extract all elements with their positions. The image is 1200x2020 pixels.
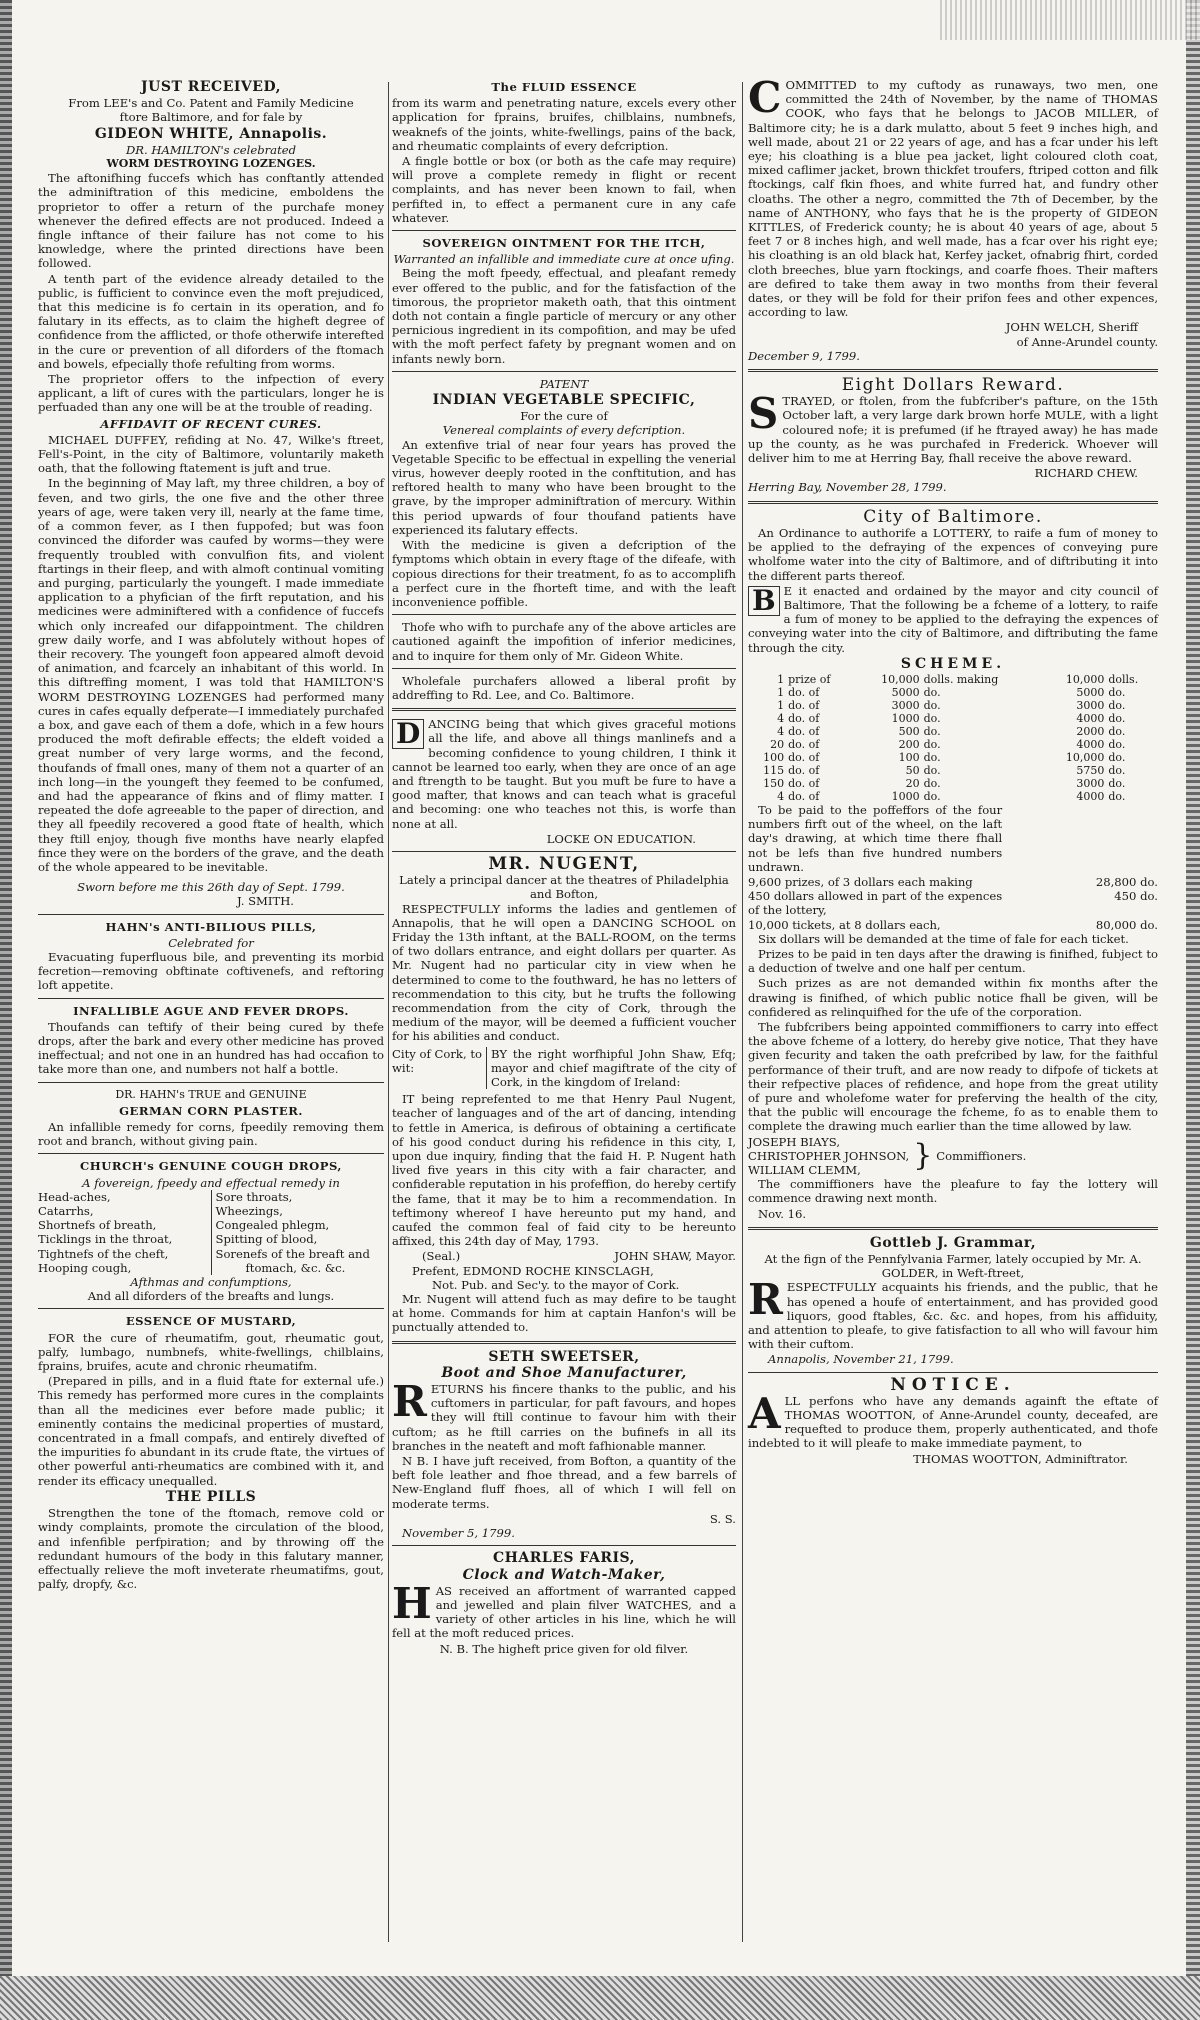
scheme-cell-u: do. [923,750,941,764]
divider [392,851,736,852]
paragraph: Mr. Nugent will attend fuch as may defire to be taught at home. Commands for him at captain Hanfon's will be punctually attended to. [392,1292,736,1335]
scheme-cell-tot: 4000 [1076,711,1105,725]
signature: of Anne-Arundel county. [1016,334,1158,349]
commissioner-name: JOSEPH BIAYS, [748,1134,841,1149]
scheme-cell-v: 5000 [891,685,920,699]
scheme-cell-v: 100 [898,750,920,764]
scheme-cell-tot: 2000 [1076,724,1105,738]
text-line: Venereal complaints of every defcription. [442,423,686,438]
scheme-cell-u: do. [923,711,941,725]
scheme-cell-tot: 3000 [1076,776,1105,790]
scheme-cell-v: 10,000 [881,672,920,686]
divider [392,1545,736,1546]
subheading-seth: Boot and Shoe Manufacturer, [441,1364,687,1381]
text-line: For the cure of [520,409,608,424]
paragraph: Prizes to be paid in ten days after the drawing is finifhed, fubject to a deduction of twelve and one half per centum. [748,946,1158,976]
heading-reward: Eight Dollars Reward. [841,375,1065,396]
paragraph: E it enacted and ordained by the mayor and city council of Baltimore, That the following be a fcheme of a lottery, to raife a fum of money to be applied to the defraying the expences of conveying water into the city of Baltimore, and diftributing the fame through the city. [748,583,1158,655]
commissioners-label: Commiffioners. [936,1148,1027,1163]
scheme-cell-t: do. of [788,763,820,777]
scheme-cell-u: do. [923,789,941,803]
scheme-cell-q: 100 [763,750,785,764]
heading-city: City of Baltimore. [863,506,1043,527]
summary-label: 450 dollars allowed in part of the expences of the lottery, [748,889,1003,918]
text-line: DR. HAHN's TRUE and GENUINE [115,1087,307,1101]
scheme-cell-q: 20 [770,737,785,751]
scheme-cell-t: do. of [788,737,820,751]
brace-glyph: } [913,1137,933,1173]
scan-edge-right [1186,0,1200,2020]
divider [392,614,736,615]
scheme-cell-u: do. [923,737,941,751]
commissioner-name: CHRISTOPHER JOHNSON, [748,1148,910,1163]
paragraph: ETURNS his fincere thanks to the public, and his cuftomers in particular, for paft favours, and hopes they will ftill continue to favour him with their cuftom; as he ftill carries on the bufinefs in all its branches in the neateft and moft fafhionable manner. [392,1382,736,1453]
scheme-cell-v: 1000 [891,789,920,803]
date-line: Herring Bay, November 28, 1799. [748,480,947,495]
divider [748,1227,1158,1230]
scheme-cell-tu: do. [1108,711,1126,725]
date-line: Nov. 16. [758,1206,807,1221]
divider [748,501,1158,504]
scheme-cell-t: prize of [788,672,831,686]
text-line: Lately a principal dancer at the theatres of Philadelphia and Bofton, [399,873,729,902]
scheme-cell-v: 1000 [891,711,920,725]
scheme-row [748,751,1158,764]
heading-grammar: Gottleb J. Grammar, [869,1234,1037,1251]
heading-nugent: MR. NUGENT, [488,853,640,874]
scheme-cell-tu: do. [1108,776,1126,790]
scheme-cell-tu: do. [1108,789,1126,803]
column-rule [388,82,389,1942]
list-item: Spitting of blood, [215,1232,318,1247]
scheme-cell-v: 200 [898,737,920,751]
text-line: Not. Pub. and Sec'y. to the mayor of Cork. [432,1277,680,1292]
paragraph: LL perfons who have any demands againft the eftate of THOMAS WOOTTON, of Anne-Arundel county, deceafed, are requefted to produce them, properly authenticated, and thofe indebted to it will pleafe to make immediate payment, to [748,1393,1158,1451]
paragraph: An extenfive trial of near four years has proved the Vegetable Specific to be effectual in expelling the venerial virus, however deeply rooted in the conftitution, and has reftored health to many who have been brought to the grave, by the improper adminiftration of mercury. Within this period upwards of four thoufand patients have experienced its falutary effects. [392,437,736,537]
attribution: LOCKE ON EDUCATION. [546,831,696,846]
scheme-cell-u: do. [923,685,941,699]
text-line: PATENT [539,376,589,391]
scheme-cell-t: do. of [788,711,820,725]
heading-affidavit: AFFIDAVIT OF RECENT CURES. [100,416,322,431]
drop-initial: S [748,389,779,439]
seal: (Seal.) [422,1249,461,1264]
cork-header [392,1047,736,1090]
text-line: At the fign of the Pennfylvania Farmer, lately occupied by Mr. A. GOLDER, in Weft-ftreet, [764,1252,1142,1281]
paragraph: Thofe who wifh to purchafe any of the above articles are cautioned againft the impofition of inferior medicines, and to inquire for them only of Mr. Gideon White. [392,620,736,663]
heading-indian: INDIAN VEGETABLE SPECIFIC, [432,392,696,409]
scheme-cell-tot: 5750 [1076,763,1105,777]
paragraph: TRAYED, or ftolen, from the fubfcriber's pafture, on the 15th October laft, a very large dark brown horfe MULE, with a light coloured nofe; it is prefumed (if he ftrayed away) he has made up the county, as he was purchafed in Frederick. Whoever will deliver him to me at Herring Bay, fhall receive the above reward. [748,394,1158,466]
paragraph: Strengthen the tone of the ftomach, remove cold or windy complaints, promote the circulation of the blood, and infenfible perfpiration; and by throwing off the redundant humours of the body in this falutary manner, effectually relieve the moft inveterate rheumatifms, gout, palfy, dropfy, &c. [38,1506,384,1592]
paragraph: A fingle bottle or box (or both as the cafe may require) will prove a complete remedy in flight or recent complaints, and has never been known to fail, when perfifted in, to effect a permanent cure in any cafe whatever. [392,154,736,225]
drop-initial: R [392,1377,427,1427]
paragraph: Thoufands can teftify of their being cured by thefe drops, after the bark and every other medicine has proved ineffectual; and not one in an hundred has had occafion to take more than one, and numbers not half a bottle. [38,1019,384,1077]
heading-fluid: The FLUID ESSENCE [491,80,637,94]
paragraph: The fubfcribers being appointed commiffioners to carry into effect the above fcheme of a lottery, do hereby give notice, That they have given fecurity and taken the oath prefcribed by law, for the faithful performance of their truft, and are now ready to difpofe of tickets at their refpective places of refidence, and hope from the great utility of pure and wholefome water for preferving the health of the city, that the public will encourage the fcheme, fo as to enable them to complete the drawing much earlier than the time allowed by law. [748,1019,1158,1134]
signature: JOHN SHAW, Mayor. [614,1249,736,1264]
scheme-row [748,764,1158,777]
paragraph: Such prizes as are not demanded within fix months after the drawing is finifhed, of which public notice fhall be given, will be confidered as relinquifhed for the ufe of the corporation. [748,976,1158,1019]
scheme-row [748,790,1158,803]
divider [392,1341,736,1344]
sworn-line: Sworn before me this 26th day of Sept. 1799. [77,880,345,895]
heading-mustard: ESSENCE OF MUSTARD, [125,1314,297,1329]
list-item: ftomach, &c. &c. [245,1260,346,1275]
divider [38,1308,384,1309]
scheme-cell-v: 500 [898,724,920,738]
text-line: Warranted an infallible and immediate cure at once ufing. [393,252,735,267]
drop-initial: H [392,1578,432,1628]
scheme-cell-t: do. of [788,750,820,764]
scheme-cell-q: 115 [763,763,785,777]
signature: JOHN WELCH, Sheriff [1005,320,1138,335]
scheme-row [748,699,1158,712]
scheme-cell-t: do. of [788,789,820,803]
divider [38,914,384,915]
subheading-faris: Clock and Watch-Maker, [462,1566,666,1583]
heading-faris: CHARLES FARIS, [492,1550,636,1567]
heading-ague: INFALLIBLE AGUE AND FEVER DROPS. [73,1003,349,1018]
divider [38,1153,384,1154]
scheme-cell-tu: do. [1108,724,1126,738]
paragraph: IT being reprefented to me that Henry Paul Nugent, teacher of languages and of the art of dancing, intending to fettle in America, is defirous of obtaining a certificate of his good conduct during his refidence in this city, I, upon due inquiry, finding that the faid H. P. Nugent hath lived five years in this city with a fair character, and confiderable reputation in his profeffion, do hereby certify the fame, that it may be to him a recommendation. In teftimony whereof I have hereunto put my hand, and caufed the common feal of faid city to be hereunto affixed, this 24th day of May, 1793. [392,1092,736,1249]
scheme-summary-row [748,889,1158,917]
heading-cough: CHURCH's GENUINE COUGH DROPS, [80,1159,342,1174]
scheme-cell-tu: do. [1108,737,1126,751]
paragraph: ESPECTFULLY acquaints his friends, and the public, that he has opened a houfe of entertainment, and has provided good liquors, good ftables, &c. &c. and hopes, from his affiduity, and attention to pleafe, to give fatisfaction to all who will favour him with their cuftom. [748,1280,1158,1352]
heading-corn: GERMAN CORN PLASTER. [119,1103,303,1118]
scheme-cell-q: 4 [777,711,785,725]
paragraph: With the medicine is given a defcription of the fymptoms which obtain in every ftage of the difeafe, with copious directions for their treatment, fo as to accomplifh a perfect cure in the fhorteft time, and with the leaft inconvenience poffible. [392,538,736,609]
scheme-row [748,725,1158,738]
date-line: November 5, 1799. [402,1526,515,1541]
scan-edge-bottom [0,1976,1200,2020]
list-item: Congealed phlegm, [215,1218,330,1233]
paragraph: To be paid to the poffeffors of the four numbers firft out of the wheel, on the laft day's drawing, at which time there fhall not be lefs than five hundred numbers undrawn. [748,802,1003,874]
scan-edge-top [940,0,1200,40]
scheme-cell-u: do. [923,776,941,790]
scheme-cell-q: 1 [777,672,785,686]
text-line: N. B. The higheft price given for old filver. [439,1641,689,1656]
paragraph: An Ordinance to authorife a LOTTERY, to raife a fum of money to be applied to the defraying of the expences of conveying pure wholfome water into the city of Baltimore, and of diftributing it into the different parts thereof. [748,525,1158,583]
scheme-cell-q: 150 [763,776,785,790]
paragraph: A tenth part of the evidence already detailed to the public, is fufficient to convince even the moft prejudiced, that this medicine is fo certain in its operation, and fo falutary in its effects, as to claim the higheft degree of confidence from the afflicted, or thofe otherwife interefted in the cure or prevention of all diforders of the ftomach and bowels, efpecially thofe refulting from worms. [38,271,384,371]
drop-initial: A [748,1388,781,1438]
text-line: From LEE's and Co. Patent and Family Medicine [68,96,354,111]
signature: RICHARD CHEW. [1034,466,1138,481]
scheme-cell-u: do. [923,724,941,738]
paragraph: An infallible remedy for corns, fpeedily removing them root and branch, without giving pain. [38,1120,384,1149]
summary-value: 80,000 do. [1095,917,1158,932]
summary-label: 9,600 prizes, of 3 dollars each making [748,874,973,889]
signature: THOMAS WOOTTON, Adminiftrator. [913,1451,1128,1466]
drop-initial: D [392,719,424,749]
text-line: DR. HAMILTON's celebrated [125,142,297,157]
drop-initial: R [748,1275,783,1325]
column-rule [742,82,743,1942]
scheme-row [748,712,1158,725]
paragraph: RESPECTFULLY informs the ladies and gentlemen of Annapolis, that he will open a DANCING SCHOOL on Friday the 13th inftant, at the BALL-ROOM, on the terms of two dollars entrance, and eight dollars per quarter. As Mr. Nugent had no particular city in view when he determined to come to the fouthward, he has no letters of recommendation to this city, but he trufts the following recommendation from the city of Cork, through the medium of the mayor, will be deemed a fufficient voucher for his abilities and conduct. [392,901,736,1044]
column-1 [38,78,384,1592]
scheme-row [748,777,1158,790]
date-line: December 9, 1799. [748,348,860,363]
column-3 [748,73,1158,1466]
heading-sovereign: SOVEREIGN OINTMENT FOR THE ITCH, [422,236,706,251]
date-line: Annapolis, November 21, 1799. [768,1352,954,1367]
heading-just-received: JUST RECEIVED, [141,79,281,95]
heading-notice: NOTICE. [890,1374,1016,1395]
heading-pills: THE PILLS [165,1488,257,1505]
paragraph: Wholefale purchafers allowed a liberal profit by addreffing to Rd. Lee, and Co. Baltimore. [392,673,736,702]
seal-line [392,1249,736,1263]
text-line: Prefent, EDMOND ROCHE KINSCLAGH, [412,1263,654,1278]
scheme-cell-v: 20 [905,776,920,790]
cork-right: BY the right worfhipful John Shaw, Efq; mayor and chief magiftrate of the city of Cork, in the kingdom of Ireland: [491,1046,736,1089]
divider [38,998,384,999]
paragraph: ANCING being that which gives graceful motions all the life, and above all things manlinefs and a becoming confidence to young children, I think it cannot be learned too early, when they are once of an age and ftrength to be taught. But you muft be fure to have a good mafter, that knows and can teach what is graceful and becoming: one who teaches not this, is worfe than none at all. [392,717,736,831]
summary-label: 10,000 tickets, at 8 dollars each, [748,917,941,932]
scheme-row [748,738,1158,751]
scheme-cell-q: 1 [777,685,785,699]
text-line: A fovereign, fpeedy and effectual remedy in [82,1175,340,1190]
scheme-cell-u: do. [923,763,941,777]
text-line: Afthmas and confumptions, [130,1275,292,1290]
scheme-cell-u: dolls. making [923,672,999,686]
scheme-cell-tu: do. [1108,685,1126,699]
paragraph: The commiffioners have the pleafure to fay the lottery will commence drawing next month. [748,1177,1158,1206]
heading-scheme: SCHEME. [900,655,1006,672]
drop-initial: B [748,586,780,616]
commissioner-name: WILLIAM CLEMM, [748,1163,861,1177]
paragraph: The proprietor offers to the infpection of every applicant, a lift of cures with the particulars, longer he is perfuaded than any one will be at the trouble of reading. [38,372,384,415]
list-item: Sore throats, [215,1189,293,1204]
scheme-row [748,686,1158,699]
scheme-cell-t: do. of [788,724,820,738]
scheme-cell-tu: do. [1108,763,1126,777]
scheme-cell-tot: 10,000 [1065,672,1105,686]
scheme-cell-t: do. of [788,685,820,699]
list-item: Ticklings in the throat, [38,1232,173,1247]
paragraph: (Prepared in pills, and in a fluid ftate for external ufe.) This remedy has performed more cures in the complaints than all the medicines ever before made public; it eminently contains the medicinal properties of mustard, concentrated in a fmall compafs, and entirely divefted of the impurities fo abundant in its crude ftate, the virtues of other powerful anti-rheumatics are combined with it, and render its efficacy unequalled. [38,1374,384,1488]
paragraph: Six dollars will be demanded at the time of fale for each ticket. [758,931,1129,946]
scheme-cell-v: 3000 [891,698,920,712]
scheme-summary-row [748,918,1158,932]
paragraph: MICHAEL DUFFEY, refiding at No. 47, Wilke's ftreet, Fell's-Point, in the city of Baltimore, voluntarily maketh oath, that the following ftatement is juft and true. [38,432,384,476]
list-item: Wheezings, [215,1204,283,1219]
divider [748,1372,1158,1373]
divider [392,230,736,231]
list-item: Sorenefs of the breaft and [215,1246,370,1261]
paragraph: OMMITTED to my cuftody as runaways, two men, one committed the 24th of November, by the name of THOMAS COOK, who fays that he belongs to JACOB MILLER, of Baltimore city; he is a dark mulatto, about 5 feet 9 inches high, and well made, about 21 or 22 years of age, and has a fcar under his left eye; his cloathing is a blue pea jacket, light coloured cloth coat, mixed caflimer jacket, brown thickfet troufers, ftriped cotton and filk ftockings, calf fkin fhoes, and white furred hat, and fundry other cloaths. The other a negro, committed the 7th of December, by the name of ANTHONY, who fays that he is the property of GIDEON KITTLES, of Frederick county; he is about 40 years of age, about 5 feet 7 or 8 inches high, and well made, has a fcar over his right eye; his cloathing is an old black hat, Kerfey jacket, ofnabrig fhirt, corded cloth breeches, blue yarn ftockings, and coarfe fhoes. Their mafters are defired to take them away in two months from their feveral dates, or they will be fold for their prifon fees and other expences, according to law. [748,78,1158,320]
paragraph: N B. I have juft received, from Bofton, a quantity of the beft fole leather and fhoe thread, and a few barrels of New-England fluff fhoes, all of which I will fell on moderate terms. [392,1454,736,1511]
divider [392,708,736,711]
divider [748,369,1158,372]
scheme-table [748,673,1158,803]
scheme-cell-tu: dolls. [1108,672,1139,686]
list-item: Head-aches, [38,1189,111,1204]
paragraph: Evacuating fuperfluous bile, and preventing its morbid fecretion—removing obftinate coftivenefs, and reftoring loft appetite. [38,949,384,993]
scheme-cell-tot: 10,000 [1065,750,1105,764]
scheme-cell-tot: 4000 [1076,789,1105,803]
list-item: Hooping cough, [38,1260,132,1275]
summary-value: 450 do. [1114,889,1158,904]
divider [38,1082,384,1083]
scheme-cell-t: do. of [788,698,820,712]
scheme-row [748,673,1158,686]
cough-list [38,1190,384,1275]
scheme-cell-tot: 3000 [1076,698,1105,712]
scheme-cell-tot: 5000 [1076,685,1105,699]
heading-hahn: HAHN's ANTI-BILIOUS PILLS, [105,919,317,934]
list-item: Tightnefs of the cheft, [38,1246,169,1261]
scheme-cell-tu: do. [1108,698,1126,712]
scheme-cell-q: 4 [777,724,785,738]
list-item: Catarrhs, [38,1204,94,1219]
paragraph: The aftonifhing fuccefs which has conftantly attended the adminiftration of this medicine, emboldens the proprietor to offer a return of the purchafe money whenever the defired effects are not produced. Indeed a fingle inftance of their failure has not come to his knowledge, where the printed directions have been followed. [38,171,384,271]
summary-value: 28,800 do. [1095,874,1158,889]
drop-initial: C [748,73,782,122]
text-line: ftore Baltimore, and for fale by [119,110,303,125]
scan-edge-left [0,0,12,2020]
paragraph: Being the moft fpeedy, effectual, and pleafant remedy ever offered to the public, and for the fatisfaction of the timorous, the proprietor maketh oath, that this ointment doth not contain a fingle particle of mercury or any other pernicious ingredient in its compofition, and may be ufed with the moft perfect fafety by pregnant women and on infants newly born. [392,266,736,366]
scheme-cell-u: do. [923,698,941,712]
text-line: Celebrated for [168,935,254,950]
scheme-cell-v: 50 [905,763,920,777]
text-line: And all diforders of the breafts and lungs. [87,1289,335,1304]
text-line: WORM DESTROYING LOZENGES. [106,157,316,171]
heading-gideon: GIDEON WHITE, Annapolis. [94,125,328,142]
column-2 [392,78,736,1656]
scheme-cell-t: do. of [788,776,820,790]
divider [392,668,736,669]
scheme-summary-row [748,875,1158,889]
paragraph: In the beginning of May laft, my three children, a boy of feven, and two girls, the one five and the other three years of age, were taken very ill, nearly at the fame time, of a common fever, as I then fuppofed; but was foon convinced the diforder was caufed by worms—they were frequently troubled with convulfion fits, and violent ftartings in their fleep, and with almoft continual vomiting and purging, particularly the youngeft. I made immediate application to a phyfician of the firft reputation, and his medicines were adminiftered with a confidence of fuccefs which only increafed our difappointment. The children grew daily worfe, and I was abfolutely without hopes of their recovery. The youngeft foon appeared almoft devoid of animation, and fcarcely an inhabitant of this world. In this diftreffing moment, I was told that HAMILTON'S WORM DESTROYING LOZENGES had performed many cures in cafes equally defperate—I immediately purchafed a box, and gave each of them a dofe, which in a few hours produced the moft defirable effects; the eldeft voided a great number of very large worms, and the fecond, thoufands of fmall ones, many of them not a quarter of an inch long—in the youngeft they feemed to be confumed, and had the appearance of fkins and of flimy matter. I repeated the dofe agreeable to the paper of direction, and they all fpeedily recovered a good ftate of health, which they ftill enjoy, though five months have nearly elapfed fince they were on the borders of the grave, and the death of the whole appeared to be inevitable. [38,476,384,874]
paragraph: from its warm and penetrating nature, excels every other application for fprains, bruifes, chilblains, numbnefs, weaknefs of the joints, white-fwellings, pains of the back, and rheumatic complaints of every defcription. [392,96,736,153]
scheme-cell-tu: do. [1108,750,1126,764]
heading-seth: SETH SWEETSER, [488,1348,640,1365]
signature: J. SMITH. [236,894,294,909]
scheme-cell-tot: 4000 [1076,737,1105,751]
paragraph: FOR the cure of rheumatifm, gout, rheumatic gout, palfy, lumbago, numbnefs, white-fwellings, chilblains, fprains, bruifes, acute and chronic rheumatifm. [38,1330,384,1374]
cork-left: City of Cork, to wit: [392,1047,487,1090]
scheme-cell-q: 1 [777,698,785,712]
scheme-cell-q: 4 [777,789,785,803]
paragraph: AS received an affortment of warranted capped and jewelled and plain filver WATCHES, and a variety of other articles in his line, which he will fell at the moft reduced prices. [392,1583,736,1641]
list-item: Shortnefs of breath, [38,1218,157,1233]
divider [392,371,736,372]
signature: S. S. [709,1511,736,1526]
commissioners-block [748,1135,1158,1178]
